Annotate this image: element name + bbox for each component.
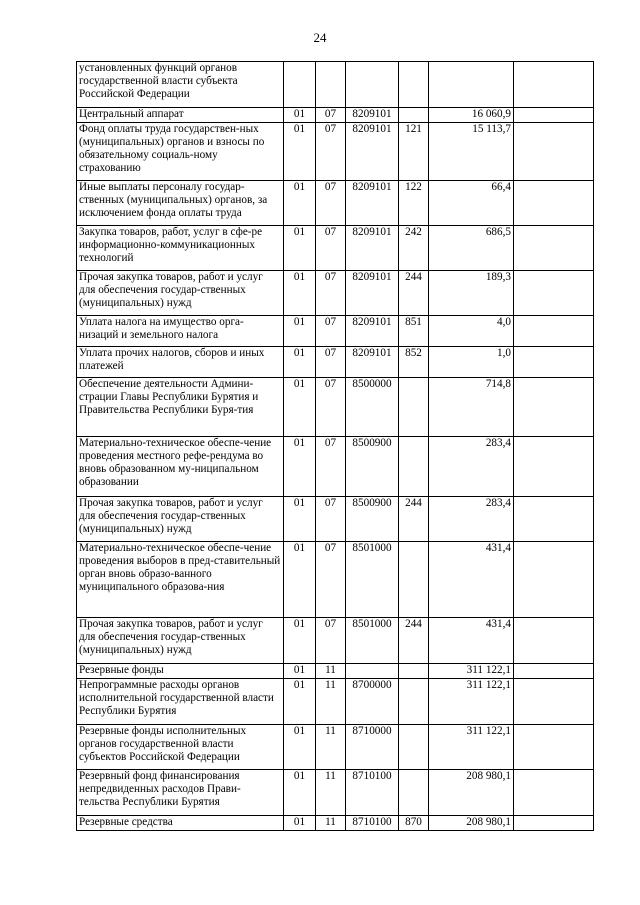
amount: 15 113,7	[429, 123, 514, 181]
table-row	[77, 271, 594, 316]
subsection-code: 07	[316, 437, 346, 497]
table-row	[77, 770, 594, 816]
table-row	[77, 618, 594, 664]
table-row	[77, 181, 594, 226]
target-article-code: 8209101	[346, 316, 399, 347]
amount: 686,5	[429, 226, 514, 271]
target-article-code: 8500900	[346, 437, 399, 497]
subsection-code: 07	[316, 497, 346, 542]
expense-type-code: 244	[399, 271, 429, 316]
expense-type-code	[399, 378, 429, 437]
target-article-code: 8209101	[346, 226, 399, 271]
item-name: Уплата налога на имущество орга-низаций и земельного налога	[77, 316, 284, 347]
target-article-code: 8710100	[346, 816, 399, 831]
item-name: Непрограммные расходы органов исполнительной государственной власти Республики Бурятия	[77, 679, 284, 725]
expense-type-code	[399, 725, 429, 770]
table-row	[77, 497, 594, 542]
expense-type-code	[399, 108, 429, 123]
table-row	[77, 226, 594, 271]
item-name: Резервные фонды исполнительных органов государственной власти субъектов Российской Федерации	[77, 725, 284, 770]
table-row	[77, 816, 594, 831]
section-code: 01	[284, 437, 316, 497]
empty-cell	[514, 226, 594, 271]
empty-cell	[514, 378, 594, 437]
section-code: 01	[284, 618, 316, 664]
empty-cell	[514, 664, 594, 679]
table-row	[77, 437, 594, 497]
expense-type-code: 122	[399, 181, 429, 226]
amount: 66,4	[429, 181, 514, 226]
item-name: Фонд оплаты труда государствен-ных (муниципальных) органов и взносы по обязательному социаль-ному страхованию	[77, 123, 284, 181]
table-row	[77, 664, 594, 679]
subsection-code: 07	[316, 226, 346, 271]
table-row	[77, 108, 594, 123]
empty-cell	[514, 725, 594, 770]
amount: 16 060,9	[429, 108, 514, 123]
item-name: Уплата прочих налогов, сборов и иных платежей	[77, 347, 284, 378]
subsection-code: 07	[316, 378, 346, 437]
item-name: Обеспечение деятельности Админи-страции Главы Республики Бурятия и Правительства Республики Буря-тия	[77, 378, 284, 437]
target-article-code: 8500000	[346, 378, 399, 437]
subsection-code: 07	[316, 347, 346, 378]
section-code: 01	[284, 542, 316, 618]
expense-type-code	[399, 62, 429, 108]
section-code: 01	[284, 679, 316, 725]
amount: 283,4	[429, 437, 514, 497]
empty-cell	[514, 497, 594, 542]
empty-cell	[514, 123, 594, 181]
subsection-code: 07	[316, 123, 346, 181]
amount	[429, 62, 514, 108]
item-name: Материально-техническое обеспе-чение проведения выборов в пред-ставительный орган вновь образо-ванного муниципального образова-ния	[77, 542, 284, 618]
expense-type-code: 121	[399, 123, 429, 181]
subsection-code: 07	[316, 271, 346, 316]
target-article-code: 8209101	[346, 123, 399, 181]
expense-type-code	[399, 679, 429, 725]
expense-type-code	[399, 437, 429, 497]
target-article-code	[346, 664, 399, 679]
empty-cell	[514, 316, 594, 347]
amount: 1,0	[429, 347, 514, 378]
amount: 431,4	[429, 618, 514, 664]
table-row	[77, 725, 594, 770]
table-row	[77, 542, 594, 618]
empty-cell	[514, 542, 594, 618]
amount: 311 122,1	[429, 664, 514, 679]
item-name: Закупка товаров, работ, услуг в сфе-ре информационно-коммуникационных технологий	[77, 226, 284, 271]
budget-table-body	[77, 62, 594, 831]
subsection-code: 11	[316, 770, 346, 816]
amount: 4,0	[429, 316, 514, 347]
item-name: Прочая закупка товаров, работ и услуг для обеспечения государ-ственных (муниципальных) нужд	[77, 271, 284, 316]
amount: 714,8	[429, 378, 514, 437]
target-article-code: 8501000	[346, 618, 399, 664]
section-code: 01	[284, 378, 316, 437]
expense-type-code: 242	[399, 226, 429, 271]
section-code: 01	[284, 316, 316, 347]
item-name: установленных функций органов государственной власти субъекта Российской Федерации	[77, 62, 284, 108]
section-code: 01	[284, 725, 316, 770]
section-code: 01	[284, 181, 316, 226]
item-name: Иные выплаты персоналу государ-ственных (муниципальных) органов, за исключением фонда оплаты труда	[77, 181, 284, 226]
section-code: 01	[284, 108, 316, 123]
section-code: 01	[284, 347, 316, 378]
amount: 311 122,1	[429, 725, 514, 770]
empty-cell	[514, 271, 594, 316]
subsection-code: 11	[316, 664, 346, 679]
expense-type-code	[399, 542, 429, 618]
target-article-code: 8710100	[346, 770, 399, 816]
item-name: Резервный фонд финансирования непредвиденных расходов Прави-тельства Республики Бурятия	[77, 770, 284, 816]
target-article-code: 8710000	[346, 725, 399, 770]
subsection-code	[316, 62, 346, 108]
item-name: Прочая закупка товаров, работ и услуг для обеспечения государ-ственных (муниципальных) нужд	[77, 618, 284, 664]
empty-cell	[514, 679, 594, 725]
empty-cell	[514, 62, 594, 108]
section-code: 01	[284, 664, 316, 679]
table-row	[77, 679, 594, 725]
expense-type-code: 852	[399, 347, 429, 378]
subsection-code: 07	[316, 108, 346, 123]
amount: 311 122,1	[429, 679, 514, 725]
expense-type-code: 244	[399, 497, 429, 542]
section-code: 01	[284, 271, 316, 316]
amount: 431,4	[429, 542, 514, 618]
target-article-code: 8501000	[346, 542, 399, 618]
target-article-code: 8500900	[346, 497, 399, 542]
item-name: Прочая закупка товаров, работ и услуг для обеспечения государ-ственных (муниципальных) нужд	[77, 497, 284, 542]
empty-cell	[514, 108, 594, 123]
section-code: 01	[284, 226, 316, 271]
section-code: 01	[284, 123, 316, 181]
subsection-code: 11	[316, 816, 346, 831]
empty-cell	[514, 618, 594, 664]
target-article-code: 8209101	[346, 347, 399, 378]
section-code: 01	[284, 816, 316, 831]
target-article-code: 8209101	[346, 181, 399, 226]
empty-cell	[514, 437, 594, 497]
subsection-code: 11	[316, 725, 346, 770]
amount: 208 980,1	[429, 816, 514, 831]
section-code: 01	[284, 770, 316, 816]
expense-type-code: 244	[399, 618, 429, 664]
empty-cell	[514, 770, 594, 816]
subsection-code: 11	[316, 679, 346, 725]
budget-table	[76, 61, 594, 831]
empty-cell	[514, 347, 594, 378]
item-name: Резервные фонды	[77, 664, 284, 679]
target-article-code: 8700000	[346, 679, 399, 725]
table-row	[77, 62, 594, 108]
section-code	[284, 62, 316, 108]
item-name: Материально-техническое обеспе-чение проведения местного рефе-рендума во вновь образованном му-ниципальном образовании	[77, 437, 284, 497]
table-row	[77, 123, 594, 181]
item-name: Резервные средства	[77, 816, 284, 831]
table-row	[77, 378, 594, 437]
target-article-code	[346, 62, 399, 108]
section-code: 01	[284, 497, 316, 542]
item-name: Центральный аппарат	[77, 108, 284, 123]
subsection-code: 07	[316, 181, 346, 226]
target-article-code: 8209101	[346, 271, 399, 316]
expense-type-code	[399, 664, 429, 679]
expense-type-code: 851	[399, 316, 429, 347]
amount: 208 980,1	[429, 770, 514, 816]
subsection-code: 07	[316, 316, 346, 347]
empty-cell	[514, 181, 594, 226]
empty-cell	[514, 816, 594, 831]
table-row	[77, 347, 594, 378]
page-number: 24	[313, 30, 327, 45]
target-article-code: 8209101	[346, 108, 399, 123]
expense-type-code	[399, 770, 429, 816]
expense-type-code: 870	[399, 816, 429, 831]
table-row	[77, 316, 594, 347]
subsection-code: 07	[316, 618, 346, 664]
amount: 283,4	[429, 497, 514, 542]
amount: 189,3	[429, 271, 514, 316]
subsection-code: 07	[316, 542, 346, 618]
